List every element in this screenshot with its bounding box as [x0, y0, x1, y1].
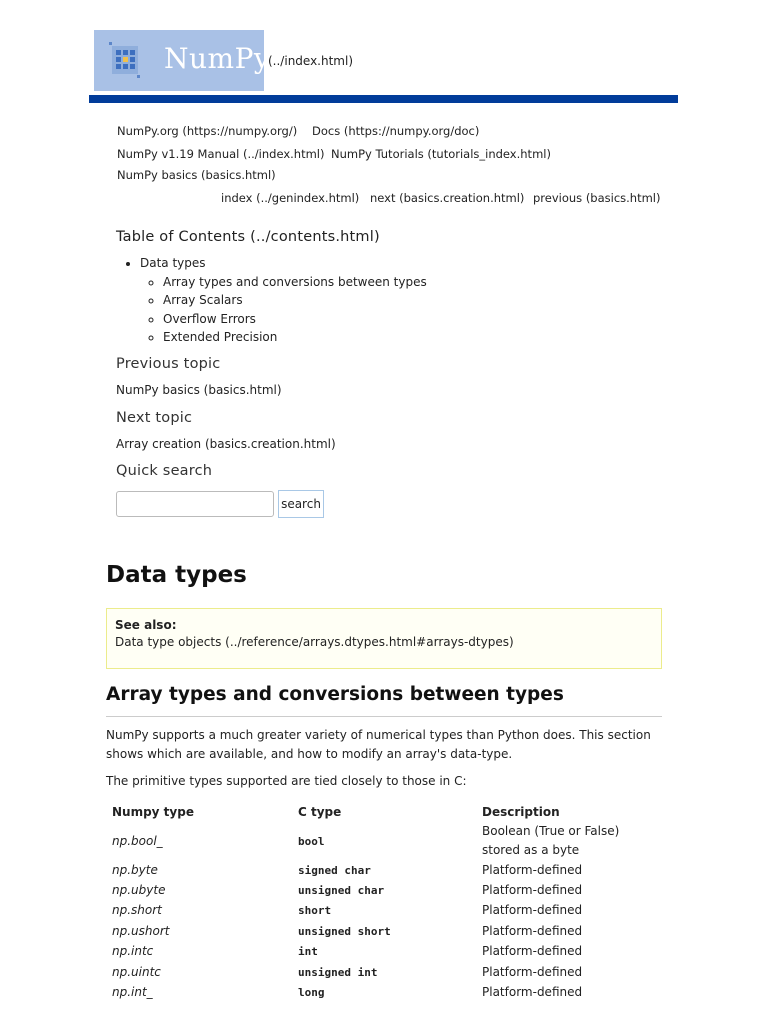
numpy-type-cell: np.short: [112, 903, 162, 918]
table-header-row: [106, 802, 662, 822]
c-type-cell: long: [298, 986, 325, 1000]
nav-tutorials-link[interactable]: NumPy Tutorials (tutorials_index.html): [331, 147, 551, 161]
nav-numpy-org-link[interactable]: NumPy.org (https://numpy.org/): [117, 124, 298, 138]
toc-heading-link[interactable]: Table of Contents (../contents.html): [116, 229, 380, 245]
toc-link-overflow-errors[interactable]: Overflow Errors: [163, 311, 256, 326]
next-topic-heading: Next topic: [116, 410, 193, 426]
quick-search-heading: Quick search: [116, 463, 213, 479]
types-table: [106, 802, 662, 1003]
nav-previous-link[interactable]: previous (basics.html): [533, 191, 661, 205]
description-cell: Platform-defined: [482, 985, 583, 1000]
header-numpy-type: Numpy type: [112, 805, 194, 819]
c-type-cell: signed char: [298, 863, 371, 877]
toc-link-array-types[interactable]: Array types and conversions between types: [163, 274, 427, 289]
c-type-cell: int: [298, 945, 318, 959]
logo-link[interactable]: [94, 30, 353, 91]
numpy-type-cell: np.byte: [112, 862, 158, 877]
page-title: Data types: [106, 562, 247, 588]
see-also-link[interactable]: Data type objects (../reference/arrays.dtypes.html#arrays-dtypes): [115, 635, 514, 649]
table-row: [106, 962, 662, 982]
logo-text: NumPy: [164, 42, 271, 75]
table-row: [106, 880, 662, 900]
description-cell: Platform-defined: [482, 903, 583, 918]
toc-link-extended-precision[interactable]: Extended Precision: [163, 330, 278, 344]
table-row: [106, 860, 662, 880]
primitive-types-paragraph: The primitive types supported are tied closely to those in C:: [106, 774, 467, 788]
next-topic-link[interactable]: Array creation (basics.creation.html): [116, 437, 336, 451]
description-cell: Platform-defined: [482, 883, 583, 898]
nav-basics-link[interactable]: NumPy basics (basics.html): [117, 168, 276, 182]
numpy-type-cell: np.ushort: [112, 923, 170, 938]
c-type-cell: short: [298, 904, 332, 918]
previous-topic-link[interactable]: NumPy basics (basics.html): [116, 383, 282, 397]
table-row: [106, 822, 662, 860]
description-cell: Platform-defined: [482, 964, 583, 979]
numpy-type-cell: np.intc: [112, 944, 154, 959]
c-type-cell: unsigned short: [298, 924, 391, 938]
numpy-type-cell: np.uintc: [112, 964, 161, 979]
numpy-cube-icon: [108, 40, 142, 80]
table-row: [106, 921, 662, 941]
nav-index-link[interactable]: index (../genindex.html): [221, 191, 360, 205]
intro-paragraph: NumPy supports a much greater variety of numerical types than Python does. This section shows which are available, and how to modify an array's data-type.: [106, 728, 651, 761]
numpy-type-cell: np.ubyte: [112, 883, 166, 898]
nav-docs-link[interactable]: Docs (https://numpy.org/doc): [312, 124, 480, 138]
toc-link-array-scalars[interactable]: Array Scalars: [163, 293, 243, 307]
toc-item: [140, 254, 427, 347]
description-cell: Boolean (True or False) stored as a byte: [482, 824, 620, 857]
see-also-title: See also:: [115, 618, 177, 632]
search-button[interactable]: search: [278, 490, 324, 518]
toc-subitem: [163, 328, 427, 347]
description-cell: Platform-defined: [482, 862, 583, 877]
table-row: [106, 982, 662, 1002]
toc-subitem: [163, 273, 427, 292]
header-c-type: C type: [298, 805, 342, 819]
toc-subitem: [163, 310, 427, 329]
nav-next-link[interactable]: next (basics.creation.html): [370, 191, 525, 205]
header-bar: [89, 95, 678, 103]
section-divider: [106, 716, 662, 717]
previous-topic-heading: Previous topic: [116, 356, 221, 372]
numpy-logo: [94, 30, 271, 91]
table-row: [106, 901, 662, 921]
c-type-cell: unsigned int: [298, 965, 378, 979]
table-row: [106, 942, 662, 962]
header-description: Description: [482, 805, 560, 819]
toc-link-data-types[interactable]: Data types: [140, 256, 206, 270]
search-input[interactable]: [116, 491, 274, 517]
c-type-cell: bool: [298, 834, 325, 848]
see-also-box: [106, 608, 662, 669]
table-of-contents: [116, 254, 427, 347]
description-cell: Platform-defined: [482, 944, 583, 959]
nav-manual-link[interactable]: NumPy v1.19 Manual (../index.html): [117, 147, 325, 161]
numpy-type-cell: np.int_: [112, 985, 153, 1000]
toc-heading[interactable]: [116, 229, 380, 245]
description-cell: Platform-defined: [482, 923, 583, 938]
section-title: Array types and conversions between types: [106, 684, 564, 705]
logo-href-text: (../index.html): [268, 53, 354, 68]
toc-subitem: [163, 291, 427, 310]
c-type-cell: unsigned char: [298, 884, 385, 898]
numpy-type-cell: np.bool_: [112, 833, 163, 848]
